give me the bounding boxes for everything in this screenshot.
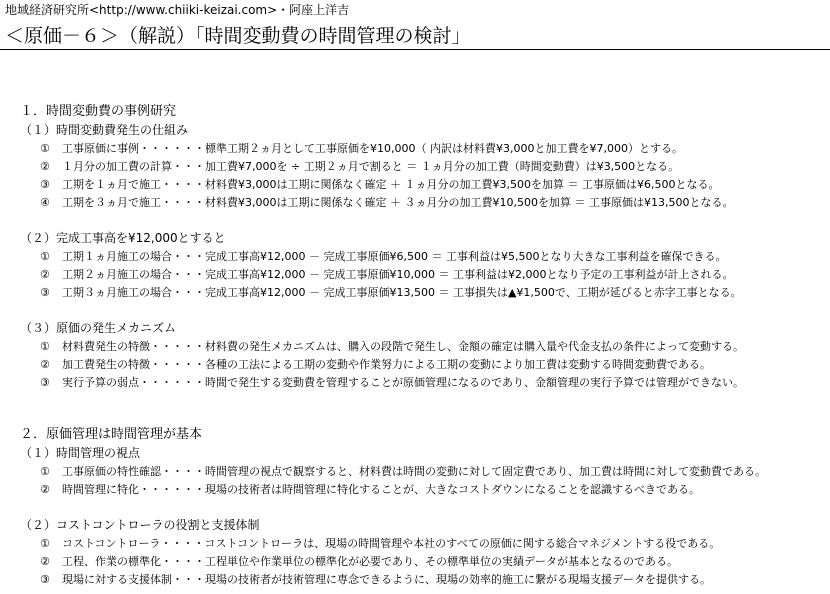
- source-header: 地域経済研究所<http://www.chiiki-keizai.com>・阿座上洋吉: [5, 3, 350, 17]
- item-number: ③: [40, 178, 50, 191]
- item-text: 工期を１ヵ月で施工・・・・材料費¥3,000は工期に関係なく確定 ＋ １ヵ月分の加工費¥3,500を加算 ＝ 工事原価は¥6,500となる。: [62, 178, 720, 191]
- list-item: [40, 159, 679, 174]
- list-item: [40, 267, 733, 282]
- item-text: 工事原価の特性確認・・・・時間管理の視点で観察すると、材料費は時間の変動に対して固定費であり、加工費は時間に対して変動費である。: [62, 465, 766, 478]
- item-text: 工期３ヵ月施工の場合・・・完成工事高¥12,000 － 完成工事原価¥13,500 ＝ 工事損失は▲¥1,500で、工期が延びると赤字工事となる。: [62, 286, 742, 299]
- item-text: コストコントローラ・・・・コストコントローラは、現場の時間管理や本社のすべての原価に関する総合マネジメントする役である。: [62, 537, 721, 550]
- item-text: 実行予算の弱点・・・・・・時間で発生する変動費を管理することが原価管理になるのであり、金額管理の実行予算では管理ができない。: [62, 376, 744, 389]
- list-item: [40, 285, 742, 300]
- item-number: ①: [40, 537, 50, 550]
- list-item: [40, 375, 744, 390]
- item-text: 工期２ヵ月施工の場合・・・完成工事高¥12,000 － 完成工事原価¥10,000 ＝ 工事利益は¥2,000となり予定の工事利益が計上される。: [62, 268, 734, 281]
- subsection-heading: （２）完成工事高を¥12,000とすると: [20, 231, 226, 245]
- item-number: ②: [40, 358, 50, 371]
- list-item: [40, 464, 766, 479]
- subsection-heading: （２）コストコントローラの役割と支援体制: [20, 518, 260, 532]
- item-text: 加工費発生の特徴・・・・・各種の工法による工期の変動や作業努力による工期の変動により加工費は変動する時間変動費である。: [62, 358, 711, 371]
- subsection-heading: （３）原価の発生メカニズム: [20, 321, 177, 335]
- page-title: ＜原価－６＞（解説）「時間変動費の時間管理の検討」: [5, 25, 471, 47]
- item-text: 現場に対する支援体制・・・現場の技術者が技術管理に専念できるように、現場の効率的施工に繋がる現場支援データを提供する。: [62, 573, 711, 586]
- list-item: [40, 536, 720, 551]
- item-number: ①: [40, 465, 50, 478]
- item-text: 材料費発生の特徴・・・・・材料費の発生メカニズムは、購入の段階で発生し、金額の確定は購入量や代金支払の条件によって変動する。: [62, 340, 744, 353]
- section-heading: ２．原価管理は時間管理が基本: [20, 427, 203, 442]
- item-text: 工期１ヵ月施工の場合・・・完成工事高¥12,000 － 完成工事原価¥6,500 ＝ 工事利益は¥5,500となり大きな工事利益を確保できる。: [62, 250, 727, 263]
- section-heading: １．時間変動費の事例研究: [20, 104, 177, 119]
- item-number: ③: [40, 573, 50, 586]
- item-number: ②: [40, 160, 50, 173]
- item-text: 工程、作業の標準化・・・・工程単位や作業単位の標準化が必要であり、その標準単位の実績データが基本となるのである。: [62, 555, 678, 568]
- title-underline: [0, 49, 830, 50]
- list-item: [40, 482, 700, 497]
- subsection-heading: （１）時間管理の視点: [20, 446, 141, 460]
- item-number: ②: [40, 268, 50, 281]
- item-number: ①: [40, 142, 50, 155]
- item-text: 工期を３ヵ月で施工・・・・材料費¥3,000は工期に関係なく確定 ＋ ３ヵ月分の加工費¥10,500を加算 ＝ 工事原価は¥13,500となる。: [62, 196, 734, 209]
- item-number: ②: [40, 555, 50, 568]
- list-item: [40, 177, 719, 192]
- item-number: ①: [40, 340, 50, 353]
- item-text: １月分の加工費の計算・・・加工費¥7,000を ÷ 工期２ヵ月で割ると ＝ １ヵ月分の加工費（時間変動費）は¥3,500となる。: [62, 160, 680, 173]
- item-number: ④: [40, 196, 50, 209]
- list-item: [40, 572, 711, 587]
- item-text: 工事原価に事例・・・・・・標準工期２ヵ月として工事原価を¥10,000（ 内訳は材料費¥3,000と加工費を¥7,000）とする。: [62, 142, 683, 155]
- item-number: ①: [40, 250, 50, 263]
- list-item: [40, 141, 683, 156]
- item-text: 時間管理に特化・・・・・・現場の技術者は時間管理に特化することが、大きなコストダウンになることを認識するべきである。: [62, 483, 700, 496]
- item-number: ③: [40, 376, 50, 389]
- list-item: [40, 554, 678, 569]
- subsection-heading: （１）時間変動費発生の仕組み: [20, 123, 189, 137]
- item-number: ③: [40, 286, 50, 299]
- list-item: [40, 249, 726, 264]
- item-number: ②: [40, 483, 50, 496]
- list-item: [40, 357, 711, 372]
- list-item: [40, 339, 744, 354]
- list-item: [40, 195, 733, 210]
